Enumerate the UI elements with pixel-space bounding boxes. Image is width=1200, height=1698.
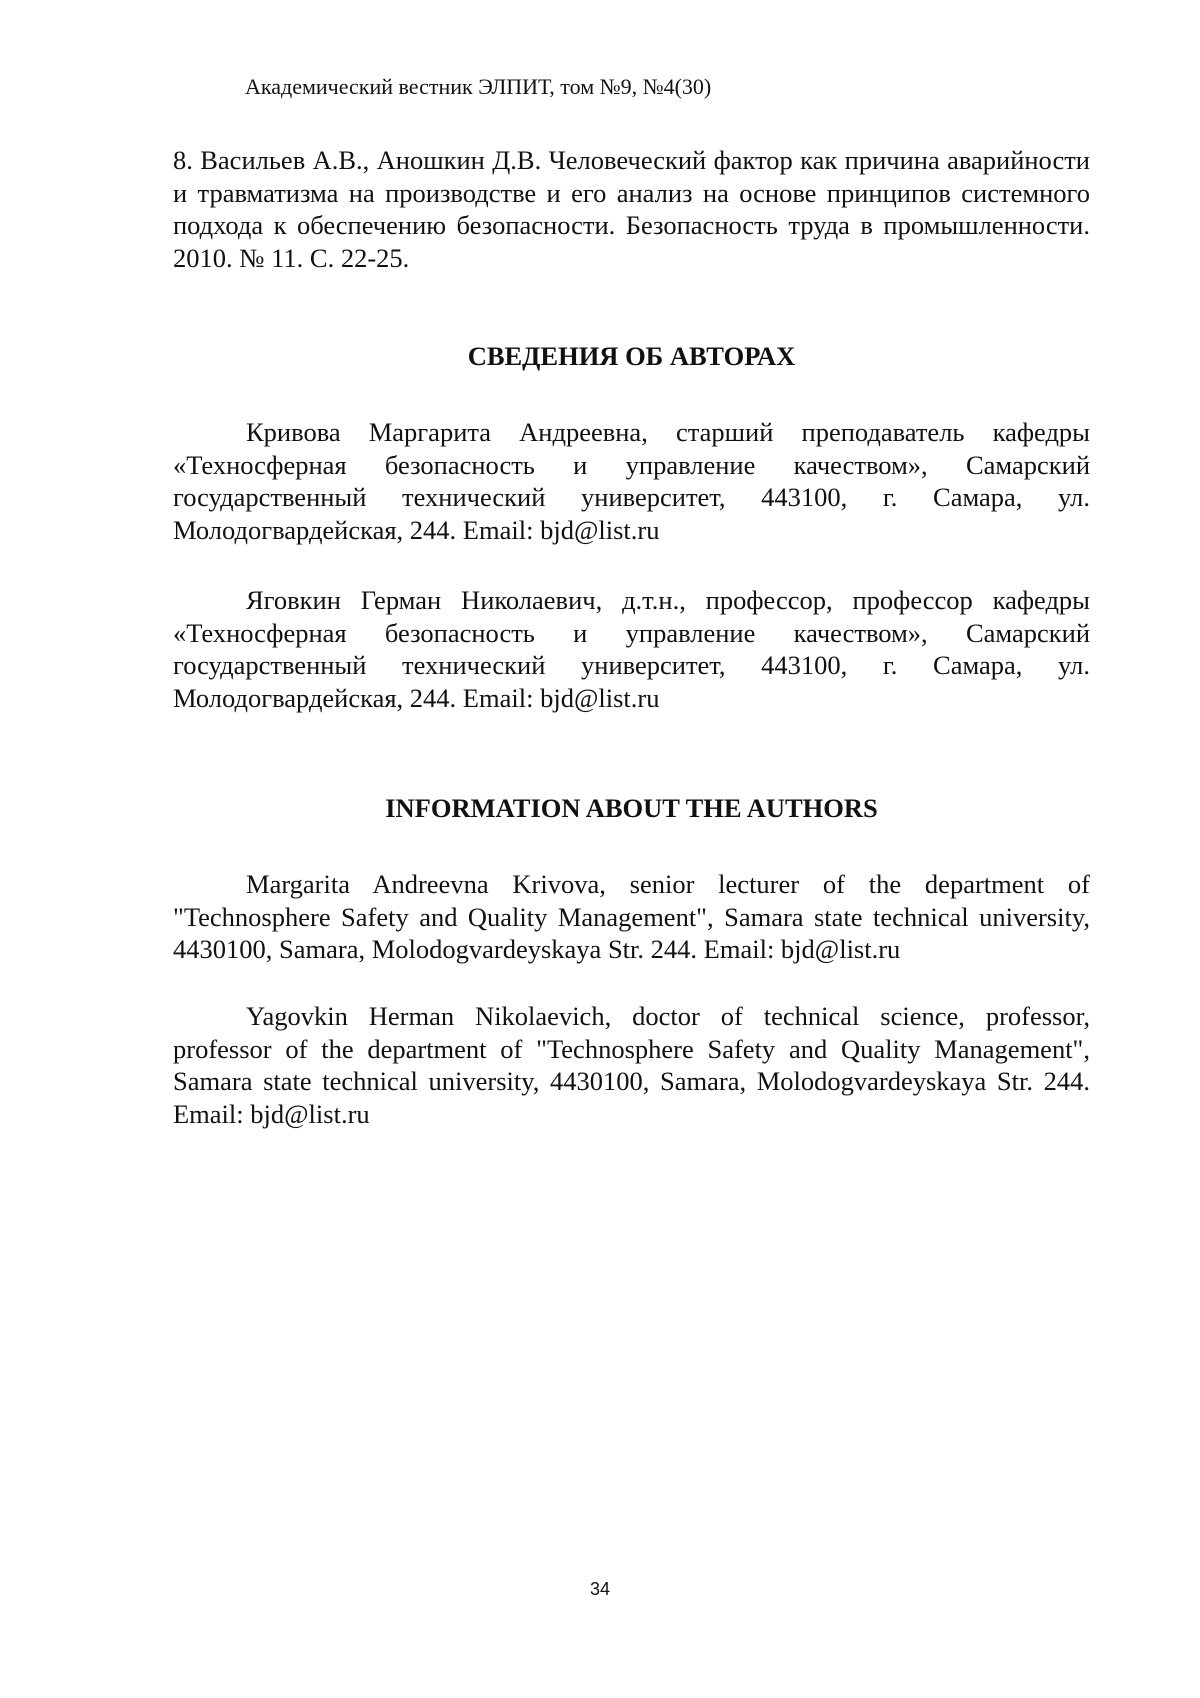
journal-running-header: Академический вестник ЭЛПИТ, том №9, №4(30) — [245, 74, 712, 99]
reference-item-8: 8. Васильев А.В., Аношкин Д.В. Человеческий фактор как причина аварийности и травматизма на производстве и его анализ на основе принципов системного подхода к обеспечению безопасности. Безопасность труда в промышленности. 2010. № 11. С. 22-25. — [173, 145, 1090, 273]
author-info-en-krivova: Margarita Andreevna Krivova, senior lecturer of the department of "Technosphere Safety and Quality Management", Samara state technical university, 4430100, Samara, Molodogvardeyskaya Str. 244. Email: bjd@list.ru — [173, 869, 1090, 964]
authors-heading-en: INFORMATION ABOUT THE AUTHORS — [385, 793, 878, 823]
author-info-ru-yagovkin: Яговкин Герман Николаевич, д.т.н., профессор, профессор кафедры «Техносферная безопасность и управление качеством», Самарский государственный технический университет, 443100, г. Самара, ул. Молодогвардейская, 244. Email: bjd@list.ru — [173, 585, 1090, 713]
page-number: 34 — [589, 1579, 611, 1599]
authors-heading-ru: СВЕДЕНИЯ ОБ АВТОРАХ — [467, 341, 796, 371]
author-info-en-yagovkin: Yagovkin Herman Nikolaevich, doctor of technical science, professor, professor of the department of "Technosphere Safety and Quality Management", Samara state technical university, 4430100, Samara, Molodogvardeyskaya Str. 244. Email: bjd@list.ru — [173, 1001, 1090, 1129]
author-info-ru-krivova: Кривова Маргарита Андреевна, старший преподаватель кафедры «Техносферная безопасность и управление качеством», Самарский государственный технический университет, 443100, г. Самара, ул. Молодогвардейская, 244. Email: bjd@list.ru — [173, 417, 1090, 545]
